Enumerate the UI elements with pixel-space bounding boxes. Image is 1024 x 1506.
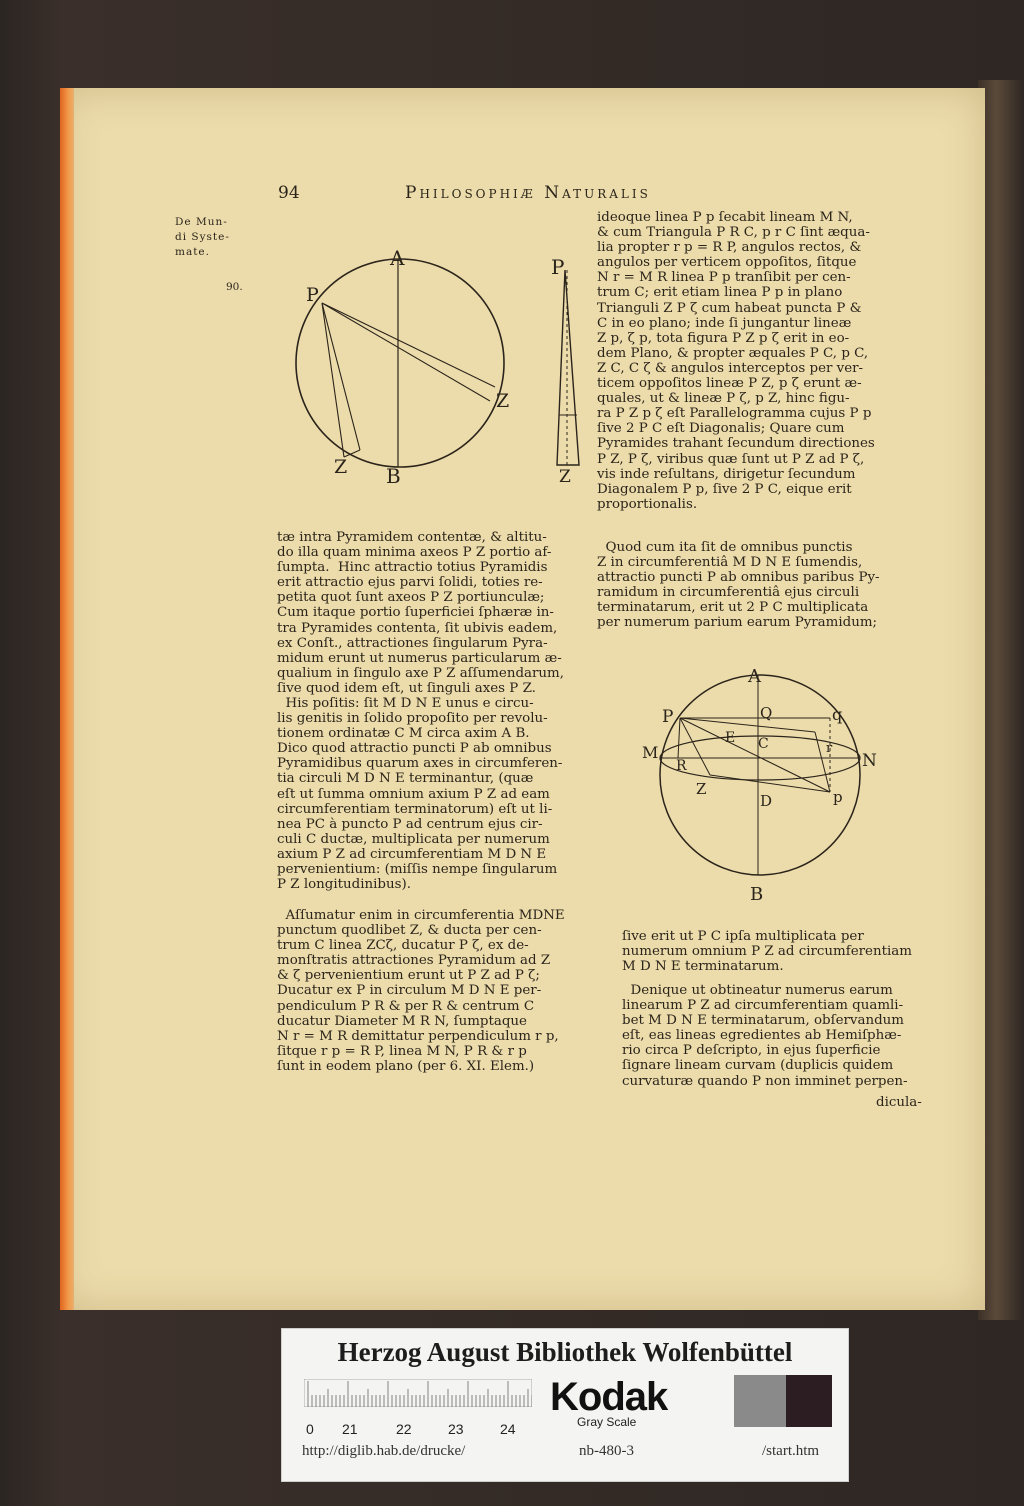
ruler-number: 21: [342, 1421, 358, 1437]
ruler-number: 0: [306, 1421, 314, 1437]
figure1-label: A: [390, 246, 405, 270]
ruler-number: 23: [448, 1421, 464, 1437]
ruler: [304, 1379, 532, 1407]
right-column-para2: Quod cum ita ſit de omnibus punctis Z in circumferentiâ M D N E ſumendis, attractio puncti P ab omnibus paribus Py- ramidum in circumferentiâ ejus circuli terminatarum, erit ut 2 P C multiplicata per numerum parium earum Pyramidum;: [597, 540, 880, 631]
left-column-para3: Aſſumatur enim in circumferentia MDNE punctum quodlibet Z, & ducta per cen- trum C linea ZCζ, ducatur P ζ, ex de- monſtratis attractiones Pyramidum ad Z & ζ pervenientium erunt ut P Z ad P ζ; Ducatur ex P in circulum M D N E per- pendiculum P R & per R & centrum C ducatur Diameter M R N, ſumptaque N r = M R demittatur perpendiculum r p, ſitque r p = R P, linea M N, P R & r p ſunt in eodem plano (per 6. XI. Elem.): [277, 908, 565, 1074]
start-path: /start.htm: [762, 1443, 820, 1459]
figure-pyramid: [545, 250, 590, 485]
figure3-label: r: [826, 741, 833, 756]
figure3-label: B: [750, 884, 764, 905]
margin-number: 90.: [226, 281, 243, 293]
figure1-label: P: [306, 284, 319, 306]
shelfmark: nb-480-3: [579, 1443, 634, 1459]
gray-scale-label: Gray Scale: [577, 1415, 637, 1429]
figure3-label: C: [758, 736, 769, 752]
figure-sphere: [640, 660, 890, 910]
figure1-label: B: [386, 464, 401, 488]
page-number: 94: [278, 183, 300, 203]
kodak-logo: Kodak: [550, 1375, 668, 1419]
catalog-url: http://diglib.hab.de/drucke/: [302, 1443, 466, 1459]
figure1-label: Z: [334, 456, 348, 478]
figure3-label: Z: [696, 780, 707, 798]
figure3-label: R: [676, 758, 687, 774]
color-target-card: [281, 1328, 849, 1482]
running-title: Philosophiæ Naturalis: [405, 183, 651, 203]
library-name: Herzog August Bibliothek Wolfenbüttel: [337, 1337, 793, 1367]
figure3-label: M: [642, 743, 659, 762]
figure-circle-pyramids: [290, 245, 525, 490]
right-column-bottom: ſive erit ut P C ipſa multiplicata per numerum omnium P Z ad circumferentiam M D N E terminatarum.: [622, 929, 912, 975]
figure3-label: Q: [760, 704, 773, 722]
ruler-number: 24: [500, 1421, 516, 1437]
figure2-label: Z: [559, 467, 571, 485]
margin-note: De Mun- di Syste- mate.: [175, 216, 230, 258]
figure3-label: P: [662, 707, 674, 727]
right-column-para4: Denique ut obtineatur numerus earum linearum P Z ad circumferentiam quamli- bet M D N E terminatarum, obſervandum eſt, eas lineas egredientes ab Hemiſphæ- rio circa P deſcripto, in ejus ſuperficie ſignare lineam curvam (duplicis quidem curvaturæ quando P non imminet perpen-: [622, 983, 908, 1089]
figure3-label: q: [832, 705, 843, 724]
figure2-label: P: [551, 255, 565, 279]
figure3-label: D: [760, 792, 773, 810]
gray-patch-dark: [786, 1375, 832, 1427]
figure3-label: p: [833, 788, 843, 806]
right-column-top: ideoque linea P p ſecabit lineam M N, & cum Triangula P R C, p r C ſint æqua- lia propter r p = R P, angulos rectos, & angulos per verticem oppoſitos, ſitque N r = M R linea P p tranſibit per cen- trum C; erit etiam linea P p in plano Trianguli Z P ζ cum habeat puncta P & C in eo plano; inde ſi jungantur lineæ Z p, ζ p, tota figura P Z p ζ erit in eo- dem Plano, & propter æquales P C, p C, Z C, C ζ & angulos interceptos per ver- ticem oppoſitos lineæ P Z, p ζ erunt æ- quales, ut & lineæ P ζ, p Z, hinc figu- ra P Z p ζ eſt Parallelogramma cujus P p ſive 2 P C eſt Diagonalis; Quare cum Pyramides trahant ſecundum directiones P Z, P ζ, viribus quæ ſunt ut P Z ad P ζ, vis inde reſultans, dirigetur ſecundum Diagonalem P p, ſive 2 P C, eique erit proportionalis.: [597, 210, 875, 512]
ruler-number: 22: [396, 1421, 412, 1437]
left-column-para2: His poſitis: ſit M D N E unus e circu- lis genitis in ſolido propoſito per revolu- tionem ordinatæ C M circa axim A B. Dico quod attractio puncti P ab omnibus Pyramidibus quarum axes in circumferen- tia circuli M D N E terminantur, (quæ eſt ut ſumma omnium axium P Z ad eam circumferentiam terminatorum) eſt ut li- nea PC à puncto P ad centrum ejus cir- culi C ductæ, multiplicata per numerum axium P Z ad circumferentiam M D N E pervenientium: (miſſis nempe ſingularum P Z longitudinibus).: [277, 696, 563, 893]
gray-patch-light: [734, 1375, 786, 1427]
figure3-label: N: [862, 751, 877, 771]
left-column-top: tæ intra Pyramidem contentæ, & altitu- do illa quam minima axeos P Z portio af- ſumpta. Hinc attractio totius Pyramidis erit attractio ejus parvi ſolidi, toties re- petita quot ſunt axeos P Z portiunculæ; Cum itaque portio ſuperficiei ſphæræ in- tra Pyramides contenta, ſit ubivis eadem, ex Conſt., attractiones ſingularum Pyra- midum erunt ut numerus particularum æ- qualium in ſingulo axe P Z aſſumendarum, ſive quod idem eſt, ut ſinguli axes P Z.: [277, 530, 564, 696]
catchword: dicula-: [876, 1095, 922, 1110]
figure3-label: A: [748, 666, 761, 687]
figure3-label: E: [725, 730, 736, 746]
page-fore-edge: [60, 88, 74, 1310]
figure1-label: Z: [496, 390, 510, 412]
